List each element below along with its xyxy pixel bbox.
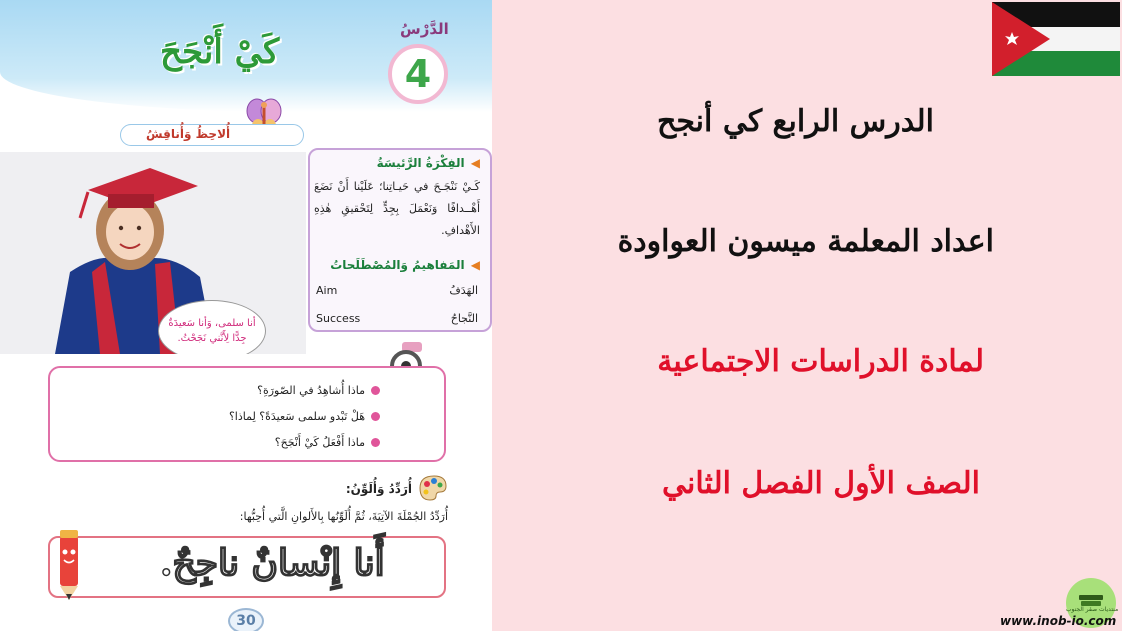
pencil-icon [48,526,90,602]
lesson-number-badge: 4 [388,44,448,104]
concept-term-ar: الهَدَفُ [449,284,478,297]
slide-title-lesson: الدرس الرابع كي أنجح [656,104,934,139]
page-number: 30 [228,608,264,631]
arrow-icon: ◀ [470,258,480,272]
arrow-icon: ◀ [470,156,480,170]
website-watermark: www.inob-io.com [1000,614,1117,628]
concept-term-ar: النَّجاحُ [450,312,478,325]
main-idea-heading-text: الفِكْرَةُ الرَّئيسَةُ [376,156,465,170]
concepts-heading [330,258,480,272]
list-item [275,436,380,449]
forum-logo-text: منتديات صقر الجنوب [1065,606,1119,613]
concept-term-en: Success [316,312,361,325]
question-text: ماذا أُشاهِدُ في الصّورَةِ؟ [257,384,365,397]
concept-term-en: Aim [316,284,338,297]
jordan-flag-icon [992,2,1120,76]
observe-discuss-label: أُلاحِظُ وَأُناقِشُ [146,127,231,141]
repeat-color-heading: أُرَدِّدُ وَأُلَوِّنُ: [345,482,412,496]
main-idea-heading [377,156,480,170]
main-idea-text: كَـيْ نَنْجَـحَ في حَيـاتِنا؛ عَلَيْنا أَنْ نَضَعَ أَهْــدافًا وَنَعْمَلَ بِجِدٍّ لِتَحْقيقِ هٰذِهِ الأَهْدافِ. [314,180,480,237]
list-item [229,410,380,423]
question-text: هَلْ تَبْدو سلمى سَعيدَةً؟ لِماذا؟ [228,410,365,423]
lesson-label: الدَّرْسُ [400,20,449,38]
palette-icon [416,472,450,504]
slide-panel [492,0,1122,631]
list-item [257,384,380,397]
question-text: ماذا أَفْعَلُ كَيْ أَنْجَحَ؟ [274,436,365,449]
speech-bubble [158,300,266,354]
main-idea-box [308,148,492,332]
bullet-icon [371,438,380,447]
student-photo [0,152,306,354]
discussion-questions [48,366,446,462]
slide-grade: الصف الأول الفصل الثاني [661,466,980,501]
speech-bubble-line: جِدًّا لِأَنَّني نَجَحْتُ. [177,333,247,344]
bullet-icon [371,386,380,395]
concepts-heading-text: المَفاهيمُ وَالمُصْطَلَحاتُ [330,258,465,272]
lesson-title: كَيْ أَنْجَحَ [160,32,280,72]
slide-author: اعداد المعلمة ميسون العواودة [617,224,994,259]
slide-subject: لمادة الدراسات الاجتماعية [657,344,984,379]
textbook-page [0,0,492,631]
repeat-color-instruction: أُرَدِّدُ الجُمْلَةَ الآتِيَةَ، ثُمَّ أُلَوِّنُها بِالأَلوانِ الَّتي أُحِبُّها: [239,510,448,523]
coloring-sentence: أَنا إِنْسانٌ ناجِحٌ. [160,542,385,584]
bullet-icon [371,412,380,421]
speech-bubble-line: أنا سلمى، وَأنا سَعيدَةٌ [168,318,256,329]
